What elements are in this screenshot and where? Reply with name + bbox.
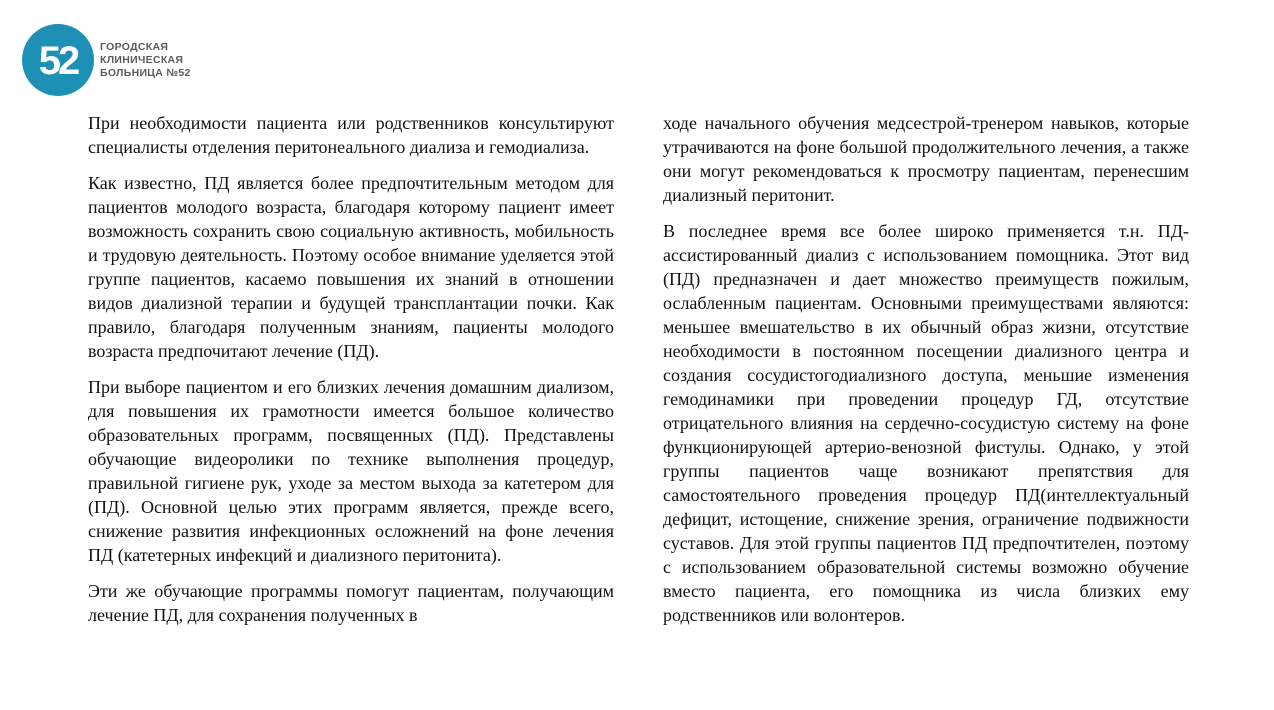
right-text-column: [663, 111, 1189, 639]
hospital-logo: [22, 24, 191, 96]
paragraph: В последнее время все более широко применяется т.н. ПД-ассистированный диализ с использованием помощника. Этот вид (ПД) предназначен и дает множество преимуществ пожилым, ослабленным пациентам. Основными преимуществами являются: меньшее вмешательство в их обычный образ жизни, отсутствие необходимости в постоянном посещении диализного центра и создания сосудистогодиализного доступа, меньшие изменения гемодинамики при проведении процедур ГД, отсутствие отрицательного влияния на сердечно-сосудистую систему на фоне функционирующей артерио-венозной фистулы. Однако, у этой группы пациентов чаще возникают препятствия для самостоятельного проведения процедур ПД(интеллектуальный дефицит, истощение, снижение зрения, ограничение подвижности суставов. Для этой группы пациентов ПД предпочтителен, поэтому с использованием образовательной системы возможно обучение вместо пациента, его помощника из числа близких ему родственников или волонтеров.: [663, 221, 1189, 625]
left-text-column: [88, 111, 614, 639]
paragraph: При выборе пациентом и его близких лечения домашним диализом, для повышения их грамотности имеется большое количество образовательных программ, посвященных (ПД). Представлены обучающие видеоролики по технике выполнения процедур, правильной гигиене рук, уходе за местом выхода за катетером для (ПД). Основной целью этих программ является, прежде всего, снижение развития инфекционных осложнений на фоне лечения ПД (катетерных инфекций и диализного перитонита).: [88, 377, 614, 565]
paragraph: ходе начального обучения медсестрой-тренером навыков, которые утрачиваются на фоне большой продолжительного лечения, а также они могут рекомендоваться к просмотру пациентам, перенесшим диализный перитонит.: [663, 113, 1189, 205]
logo-line-1: ГОРОДСКАЯ: [100, 40, 169, 53]
paragraph: Как известно, ПД является более предпочтительным методом для пациентов молодого возраста, благодаря которому пациент имеет возможность сохранить свою социальную активность, мобильность и трудовую деятельность. Поэтому особое внимание уделяется этой группе пациентов, касаемо повышения их знаний в отношении видов диализной терапии и будущей трансплантации почки. Как правило, благодаря полученным знаниям, пациенты молодого возраста предпочитают лечение (ПД).: [88, 173, 614, 361]
paragraph: При необходимости пациента или родственников консультируют специалисты отделения перитонеального диализа и гемодиализа.: [88, 113, 614, 157]
logo-wordmark: [100, 41, 191, 80]
logo-emblem-icon: [22, 24, 94, 96]
paragraph: Эти же обучающие программы помогут пациентам, получающим лечение ПД, для сохранения полученных в: [88, 581, 614, 625]
logo-line-3: БОЛЬНИЦА №52: [100, 66, 191, 79]
logo-number: 52: [38, 39, 78, 83]
logo-line-2: КЛИНИЧЕСКАЯ: [100, 53, 184, 66]
